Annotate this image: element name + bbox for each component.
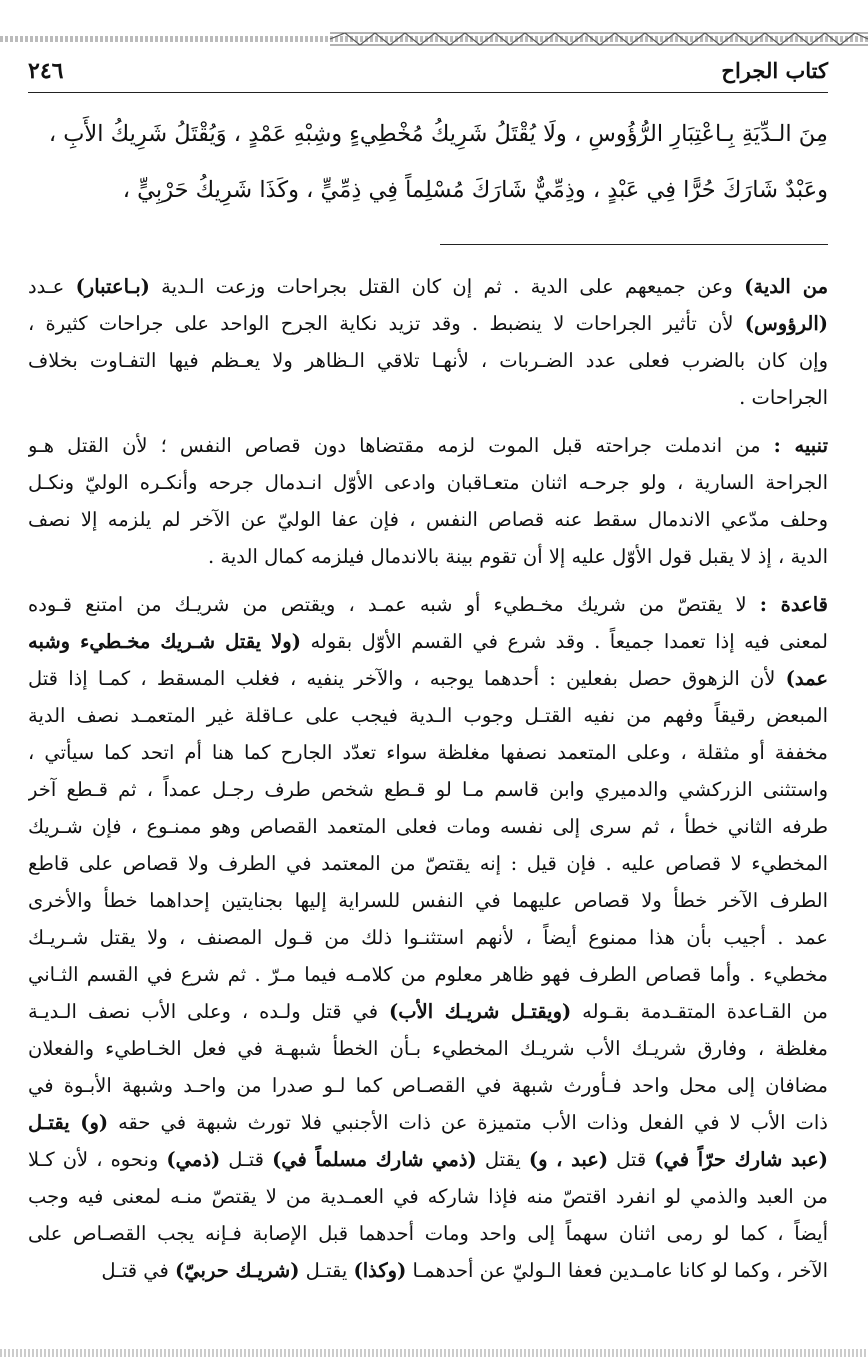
commentary-paragraph [28,586,828,1289]
commentary-segment: الجراحات . [739,386,828,409]
quoted-main-text: تنبيه : [773,434,828,457]
commentary-segment: من اندملت جراحته قبل الموت لزمه مقتضاها دون قصاص النفس ؛ لأن القتل هـو [28,434,774,457]
quoted-main-text: (عبد شارك حرّاً في) [654,1148,828,1171]
main-text-line: وعَبْدٌ شَارَكَ حُرًّا فِي عَبْدٍ ، وذِمِّيٌّ شَارَكَ مُسْلِماً فِي ذِمِّيٍّ ، وكَذَا شَرِيكُ حَرْبِيٍّ ، [122,177,828,203]
commentary-segment: يقتـل [299,1259,354,1282]
commentary-line [28,882,828,919]
commentary-segment: لمعنى فيه إذا تعمدا جميعاً . وقد شرع في القسم الأوّل بقوله [300,630,828,653]
commentary-segment: يقتل [476,1148,529,1171]
commentary-line [28,305,828,342]
page-header [28,56,828,92]
commentary-paragraph [28,268,828,416]
commentary-line [28,1178,828,1215]
commentary-line [28,268,828,305]
quoted-main-text: (ذمي شارك مسلماً في) [272,1148,477,1171]
commentary-segment: في قتل ولـده ، وعلى الأب نصف الـديـة [28,1000,390,1023]
commentary-line [28,845,828,882]
quoted-main-text: عمد) [785,667,828,690]
commentary-paragraph [28,427,828,575]
main-text-line: مِنَ الـدِّيَةِ بِـاعْتِبَارِ الرُّؤُوسِ ، ولَا يُقْتَلُ شَرِيكُ مُخْطِيءٍ وشِبْهِ عَمْدٍ ، وَيُقْتَلُ شَرِيكُ الأَبِ ، [48,121,828,147]
commentary-segment: قتل [608,1148,655,1171]
footnote-separator [440,244,828,245]
commentary-segment: ونحوه ، لأن كـلا [28,1148,167,1171]
commentary-segment: الدية ، إذ لا يقبل قول الأوّل عليه إلا أن تقوم بينة بالاندمال فيلزمه كمال الدية . [208,545,828,568]
quoted-main-text: (بـاعتبار) [75,275,150,298]
commentary-segment: وإن كان بالضرب فعلى عدد الضـربات ، لأنهـا تلاقي الـظاهر ولا يعـظم فيها التفـاوت بخلاف [28,349,828,372]
commentary-segment: قتـل [220,1148,273,1171]
commentary-segment: الطرف الآخر خطأ ولا قصاص عليهما في النفس للسراية إليها بجنايتين إحداهما خطأ والأخرى [28,889,828,912]
commentary-line [28,993,828,1030]
quoted-main-text: (الرؤوس) [744,312,828,335]
quoted-main-text: (عبد ، و) [528,1148,609,1171]
commentary-segment: لا يقتصّ من شريك مخـطيء أو شبه عمـد ، ويقتص من شريـك من امتنع قـوده [28,593,760,616]
commentary-segment: لأن الزهوق حصل بفعلين : أحدهما يوجبه ، والآخر ينفيه ، فغلب المسقط ، كمـا إذا قتل [28,667,786,690]
commentary-line [28,660,828,697]
commentary-line [28,956,828,993]
commentary-segment: في قتـل [101,1259,176,1282]
commentary-line [28,1030,828,1067]
book-title: كتاب الجراح [721,58,828,83]
bottom-ornament-border [0,1342,868,1364]
page-number: ٢٤٦ [28,58,64,84]
commentary-segment: الآخر ، وكما لو كانا عامـدين فعفا الـوليّ عن أحدهمـا [406,1259,828,1282]
commentary-line [28,342,828,379]
commentary-line [28,919,828,956]
commentary-line [28,1067,828,1104]
commentary-line [28,464,828,501]
commentary-segment: طرفه الثاني خطأ ، ثم سرى إلى نفسه ومات فعلى المتعمد القصاص وهو ممنـوع ، فإن شـريك [28,815,828,838]
commentary-line [28,1215,828,1252]
commentary-segment: من العبد والذمي لو انفرد اقتصّ منه فإذا شاركه في العمـدية من لا يقتصّ منـه لمعنى فيه وجب [28,1185,828,1208]
commentary-line [28,1141,828,1178]
commentary-segment: الجراحة السارية ، ولو جرحـه اثنان متعـاقبان وادعى الأوّل انـدمال جرحه وأنكـره الوليّ ونكـل [28,471,828,494]
commentary-segment: لأن تأثير الجراحات لا ينضبط . وقد تزيد نكاية الجرح الواحد على جراحات كثيرة ، [28,312,745,335]
quoted-main-text: (ولا يقتل شـريك مخـطيء وشبه [28,630,301,653]
commentary-segment: المبعض رقيقاً وفهم من نفيه القتـل وجوب الـدية فيجب على عـاقلة غير المتعمـد نصف الدية [28,704,828,727]
quoted-main-text: (ذمي) [166,1148,221,1171]
commentary-line [28,586,828,623]
commentary-segment: مخطيء . وأما قصاص الطرف فهو ظاهر معلوم من كلامـه فيما مـرّ . ثم شرع في القسم الثـاني [28,963,828,986]
commentary-line [28,808,828,845]
commentary-segment: وحلف مدّعي الاندمال سقط عنه قصاص النفس ، فإن عفا الوليّ عن الآخر لم يلزمه إلا نصف [28,508,828,531]
commentary-segment: ذات الأب لا في الفعل وذات الأب متميزة عن ذات الأجنبي فلا تورث شبهة في حقه [108,1111,828,1134]
commentary-segment: مغلظة ، وفارق شريـك الأب شريـك المخطيء بـأن الخطأ شبهـة في فعل الخـاطيء والفعلان [28,1037,828,1060]
quoted-main-text: (وكذا) [353,1259,407,1282]
commentary-line [28,623,828,660]
quoted-main-text: (شريـك حربيّ) [175,1259,300,1282]
header-rule [28,92,828,93]
commentary-line [28,771,828,808]
commentary-segment: عـدد [28,275,76,298]
commentary-segment: من القـاعدة المتقـدمة بقـوله [571,1000,828,1023]
commentary-line [28,1252,828,1289]
commentary-segment: أيضاً ، كما لو رمى اثنان سهماً إلى واحد ومات أحدهما قبل الإصابة فـإنه يجب القصـاص على [28,1222,828,1245]
commentary-line [28,379,828,416]
commentary-line [28,501,828,538]
commentary-line [28,427,828,464]
commentary-segment: مضافان إلى محل واحد فـأورث شبهة في القصـاص كما لـو صدرا من واحـد وشبهة الأبـوة في [28,1074,828,1097]
commentary-line [28,697,828,734]
quoted-main-text: (و) يقتـل [28,1111,109,1134]
main-text [28,106,828,218]
commentary-line [28,1104,828,1141]
quoted-main-text: (ويقتـل شريـك الأب) [389,1000,572,1023]
top-ornament-border [0,28,868,50]
commentary-segment: وعن جميعهم على الدية . ثم إن كان القتل بجراحات وزعت الـدية [149,275,745,298]
commentary-line [28,734,828,771]
commentary-segment: المخطيء لا قصاص عليه . فإن قيل : إنه يقتصّ من المعتمد في الطرف ولا قصاص على قاطع [28,852,828,875]
commentary-segment: واستثنى الزركشي والدميري وابن قاسم مـا لو قـطع شخص طرف رجـل عمداً ، ثم قـطع آخر [28,778,828,801]
commentary-text [28,268,828,1300]
commentary-line [28,538,828,575]
commentary-segment: عمد . أجيب بأن هذا ممنوع أيضاً ، لأنهم استثنـوا ذلك من قـول المصنف ، ولا يقتل شـريـك [28,926,828,949]
quoted-main-text: من الدية) [744,275,828,298]
quoted-main-text: قاعدة : [759,593,828,616]
commentary-segment: مخففة أو مثقلة ، وعلى المتعمد نصفها مغلظة سواء تعدّد الجارح كما هنا أم اتحد كما سيأتي ، [28,741,828,764]
